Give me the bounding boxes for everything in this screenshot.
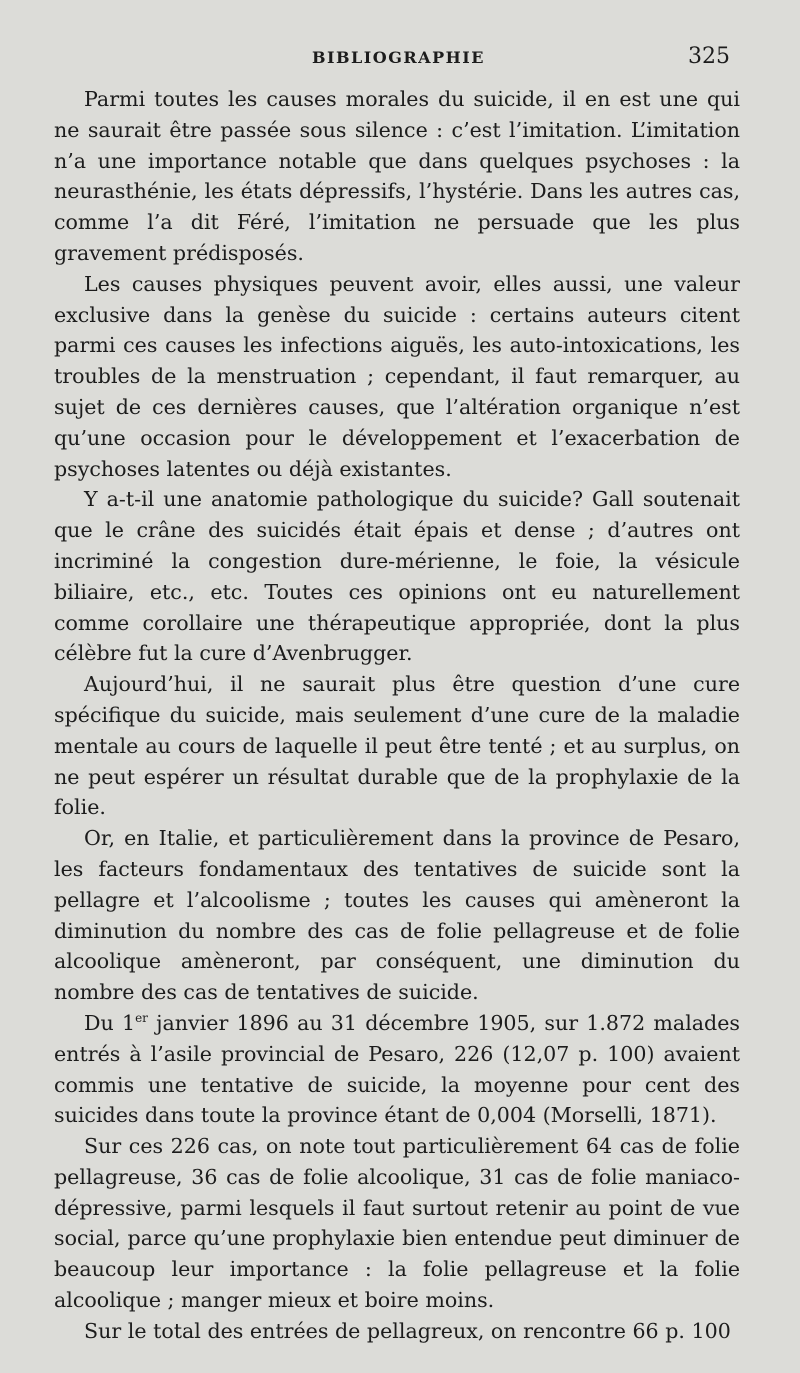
- ordinal-suffix: er: [135, 1011, 148, 1026]
- paragraph-statistics: Du 1er janvier 1896 au 31 décembre 1905, sur 1.872 malades entrés à l’asile provincial de Pesaro, 226 (12,07 p. 100) avaient commis une tentative de suicide, la moyenne pour cent des suicides dans toute la province étant de 0,004 (Morselli, 1871).: [54, 1010, 740, 1128]
- running-head: [0, 44, 800, 74]
- paragraph-cases: Sur ces 226 cas, on note tout particulièrement 64 cas de folie pellagreuse, 36 cas de folie alcoolique, 31 cas de folie maniaco-dépressive, parmi lesquels il faut surtout retenir au point de vue social, parce qu’une prophylaxie bien entendue peut diminuer de beaucoup leur importance : la folie pellagreuse et la folie alcoolique ; manger mieux et boire moins.: [54, 1134, 740, 1313]
- paragraph-imitation: Parmi toutes les causes morales du suicide, il en est une qui ne saurait être passée sous silence : c’est l’imitation. L’imitation n’a une importance notable que dans quelques psychoses : la neurasthénie, les états dépressifs, l’hystérie. Dans les autres cas, comme l’a dit Féré, l’imitation ne persuade que les plus gravement prédisposés.: [54, 87, 740, 265]
- paragraph-anatomy: Y a-t-il une anatomie pathologique du suicide? Gall soutenait que le crâne des suicidés était épais et dense ; d’autres ont incriminé la congestion dure-mérienne, le foie, la vésicule biliaire, etc., etc. Toutes ces opinions ont eu naturellement comme corollaire une thérapeutique appropriée, dont la plus célèbre fut la cure d’Avenbrugger.: [54, 487, 740, 666]
- page-number: 325: [688, 44, 730, 69]
- running-title: BIBLIOGRAPHIE: [312, 48, 485, 67]
- paragraph-italy: Or, en Italie, et particulièrement dans la province de Pesaro, les facteurs fondamentaux des tentatives de suicide sont la pellagre et l’alcoolisme ; toutes les causes qui amèneront la diminution du nombre des cas de folie pellagreuse et de folie alcoolique amèneront, par conséquent, une diminution du nombre des cas de tentatives de suicide.: [54, 826, 740, 1005]
- paragraph-pellagra-total: Sur le total des entrées de pellagreux, on rencontre 66 p. 100: [84, 1318, 731, 1343]
- body-text: [54, 84, 740, 1347]
- paragraph-physical-causes: Les causes physiques peuvent avoir, elles aussi, une valeur exclusive dans la genèse du suicide : certains auteurs citent parmi ces causes les infections aiguës, les auto-intoxications, les troubles de la menstruation ; cependant, il faut remarquer, au sujet de ces dernières causes, que l’altération organique n’est qu’une occasion pour le développement et l’exacerbation de psychoses latentes ou déjà existantes.: [54, 271, 740, 481]
- paragraph-today: Aujourd’hui, il ne saurait plus être question d’une cure spécifique du suicide, mais seulement d’une cure de la maladie mentale au cours de laquelle il peut être tenté ; et au surplus, on ne peut espérer un résultat durable que de la prophylaxie de la folie.: [54, 672, 740, 820]
